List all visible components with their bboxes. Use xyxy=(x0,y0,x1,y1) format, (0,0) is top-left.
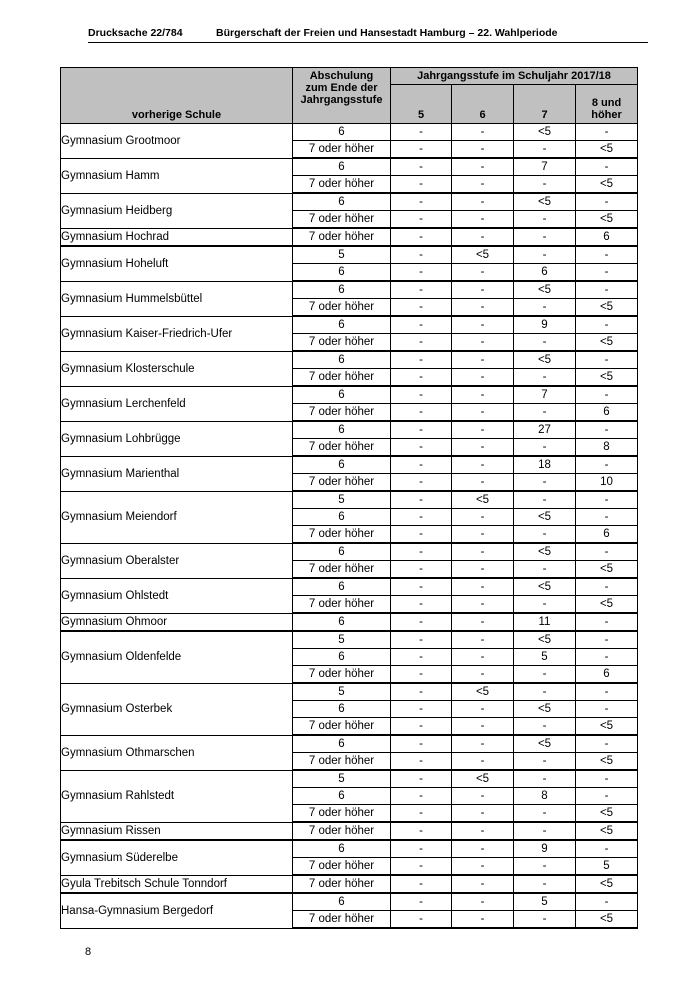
abschulung-cell: 6 xyxy=(293,386,391,404)
value-cell: <5 xyxy=(576,718,638,736)
value-cell: - xyxy=(391,649,452,666)
column-header-grade-6: 6 xyxy=(452,85,514,124)
abschulung-cell: 7 oder höher xyxy=(293,211,391,229)
value-cell: - xyxy=(452,439,514,457)
school-name-cell: Gymnasium Hamm xyxy=(61,158,293,193)
value-cell: - xyxy=(576,770,638,788)
abschulung-cell: 7 oder höher xyxy=(293,805,391,823)
value-cell: - xyxy=(514,666,576,684)
table-row xyxy=(61,316,638,334)
value-cell: - xyxy=(452,281,514,299)
abschulung-cell: 7 oder höher xyxy=(293,822,391,840)
value-cell: - xyxy=(576,613,638,631)
abschulung-cell: 7 oder höher xyxy=(293,369,391,387)
column-header-grade-5: 5 xyxy=(391,85,452,124)
value-cell: - xyxy=(452,893,514,911)
value-cell: - xyxy=(391,281,452,299)
value-cell: - xyxy=(391,893,452,911)
value-cell: 5 xyxy=(514,893,576,911)
value-cell: - xyxy=(391,596,452,614)
school-name-cell: Gymnasium Oldenfelde xyxy=(61,631,293,683)
value-cell: - xyxy=(576,386,638,404)
value-cell: 6 xyxy=(576,228,638,246)
value-cell: - xyxy=(452,474,514,492)
value-cell: <5 xyxy=(576,875,638,893)
value-cell: - xyxy=(391,509,452,526)
value-cell: - xyxy=(452,456,514,474)
abschulung-cell: 5 xyxy=(293,491,391,509)
value-cell: - xyxy=(391,491,452,509)
value-cell: - xyxy=(576,158,638,176)
value-cell: <5 xyxy=(514,281,576,299)
abschulung-cell: 7 oder höher xyxy=(293,666,391,684)
value-cell: <5 xyxy=(514,193,576,211)
table-row xyxy=(61,228,638,246)
school-name-cell: Gymnasium Heidberg xyxy=(61,193,293,228)
value-cell: - xyxy=(391,718,452,736)
abschulung-cell: 7 oder höher xyxy=(293,176,391,194)
value-cell: - xyxy=(452,666,514,684)
value-cell: - xyxy=(514,683,576,701)
value-cell: - xyxy=(391,404,452,422)
value-cell: 8 xyxy=(514,788,576,805)
value-cell: - xyxy=(391,526,452,544)
value-cell: - xyxy=(391,246,452,264)
value-cell: - xyxy=(576,246,638,264)
value-cell: - xyxy=(576,788,638,805)
value-cell: - xyxy=(514,334,576,352)
table-row xyxy=(61,822,638,840)
value-cell: - xyxy=(452,718,514,736)
table-row xyxy=(61,893,638,911)
value-cell: - xyxy=(452,526,514,544)
abschulung-cell: 7 oder höher xyxy=(293,474,391,492)
value-cell: - xyxy=(576,649,638,666)
table-row xyxy=(61,491,638,509)
value-cell: - xyxy=(576,840,638,858)
column-header-grade-7: 7 xyxy=(514,85,576,124)
value-cell: - xyxy=(452,735,514,753)
abschulung-cell: 7 oder höher xyxy=(293,561,391,579)
table-row xyxy=(61,735,638,753)
abschulung-cell: 6 xyxy=(293,613,391,631)
value-cell: <5 xyxy=(576,911,638,929)
abschulung-cell: 7 oder höher xyxy=(293,858,391,876)
value-cell: - xyxy=(576,264,638,282)
value-cell: - xyxy=(452,561,514,579)
value-cell: - xyxy=(576,578,638,596)
value-cell: - xyxy=(452,228,514,246)
value-cell: - xyxy=(514,369,576,387)
abschulung-cell: 6 xyxy=(293,351,391,369)
value-cell: <5 xyxy=(514,351,576,369)
value-cell: <5 xyxy=(576,822,638,840)
value-cell: - xyxy=(576,421,638,439)
school-name-cell: Gymnasium Rahlstedt xyxy=(61,770,293,822)
value-cell: - xyxy=(452,509,514,526)
table-row xyxy=(61,770,638,788)
value-cell: <5 xyxy=(576,141,638,159)
value-cell: - xyxy=(576,281,638,299)
school-name-cell: Gymnasium Rissen xyxy=(61,822,293,840)
abschulung-cell: 7 oder höher xyxy=(293,596,391,614)
value-cell: - xyxy=(576,316,638,334)
abschulung-cell: 6 xyxy=(293,124,391,141)
abschulung-cell: 5 xyxy=(293,631,391,649)
abschulung-cell: 7 oder höher xyxy=(293,299,391,317)
value-cell: - xyxy=(391,561,452,579)
value-cell: <5 xyxy=(576,299,638,317)
value-cell: - xyxy=(452,421,514,439)
value-cell: - xyxy=(391,369,452,387)
value-cell: - xyxy=(514,561,576,579)
value-cell: - xyxy=(514,299,576,317)
value-cell: <5 xyxy=(452,246,514,264)
value-cell: - xyxy=(514,228,576,246)
value-cell: - xyxy=(452,911,514,929)
value-cell: - xyxy=(391,351,452,369)
value-cell: - xyxy=(452,316,514,334)
value-cell: - xyxy=(576,124,638,141)
value-cell: - xyxy=(514,822,576,840)
table-row xyxy=(61,456,638,474)
value-cell: <5 xyxy=(576,805,638,823)
value-cell: - xyxy=(514,805,576,823)
value-cell: - xyxy=(391,299,452,317)
value-cell: - xyxy=(452,822,514,840)
value-cell: - xyxy=(391,211,452,229)
value-cell: <5 xyxy=(514,701,576,718)
value-cell: 18 xyxy=(514,456,576,474)
abschulung-cell: 7 oder höher xyxy=(293,875,391,893)
abschulung-cell: 6 xyxy=(293,893,391,911)
table-row xyxy=(61,386,638,404)
value-cell: 9 xyxy=(514,840,576,858)
school-name-cell: Gymnasium Ohmoor xyxy=(61,613,293,631)
abschulung-line-3: Jahrgangsstufe xyxy=(300,94,383,106)
abschulung-cell: 6 xyxy=(293,543,391,561)
value-cell: <5 xyxy=(514,509,576,526)
value-cell: - xyxy=(452,858,514,876)
value-cell: - xyxy=(452,404,514,422)
value-cell: - xyxy=(514,246,576,264)
value-cell: - xyxy=(391,770,452,788)
value-cell: - xyxy=(391,805,452,823)
value-cell: - xyxy=(452,334,514,352)
value-cell: - xyxy=(576,683,638,701)
school-name-cell: Gymnasium Meiendorf xyxy=(61,491,293,543)
abschulung-cell: 7 oder höher xyxy=(293,526,391,544)
school-name-cell: Gymnasium Kaiser-Friedrich-Ufer xyxy=(61,316,293,351)
value-cell: - xyxy=(391,193,452,211)
abschulung-cell: 7 oder höher xyxy=(293,753,391,771)
school-name-cell: Gymnasium Lohbrügge xyxy=(61,421,293,456)
table-row xyxy=(61,578,638,596)
value-cell: - xyxy=(576,491,638,509)
school-name-cell: Gymnasium Othmarschen xyxy=(61,735,293,770)
abschulung-cell: 6 xyxy=(293,578,391,596)
value-cell: - xyxy=(391,666,452,684)
school-name-cell: Gyula Trebitsch Schule Tonndorf xyxy=(61,875,293,893)
value-cell: - xyxy=(576,543,638,561)
value-cell: 7 xyxy=(514,386,576,404)
value-cell: - xyxy=(514,141,576,159)
school-name-cell: Gymnasium Osterbek xyxy=(61,683,293,735)
value-cell: - xyxy=(391,334,452,352)
value-cell: - xyxy=(452,386,514,404)
abschulung-cell: 6 xyxy=(293,193,391,211)
value-cell: - xyxy=(391,474,452,492)
value-cell: - xyxy=(391,578,452,596)
abschulung-cell: 6 xyxy=(293,649,391,666)
value-cell: - xyxy=(452,158,514,176)
value-cell: 6 xyxy=(514,264,576,282)
value-cell: - xyxy=(514,474,576,492)
column-header-school: vorherige Schule xyxy=(61,68,293,124)
value-cell: - xyxy=(452,578,514,596)
value-cell: - xyxy=(452,875,514,893)
school-name-cell: Gymnasium Hochrad xyxy=(61,228,293,246)
value-cell: - xyxy=(514,439,576,457)
table-row xyxy=(61,281,638,299)
value-cell: - xyxy=(514,753,576,771)
data-table xyxy=(60,67,638,929)
column-header-abschulung xyxy=(293,68,391,124)
page-number: 8 xyxy=(85,946,92,958)
value-cell: - xyxy=(391,421,452,439)
school-name-cell: Gymnasium Marienthal xyxy=(61,456,293,491)
value-cell: - xyxy=(391,456,452,474)
value-cell: 5 xyxy=(514,649,576,666)
abschulung-cell: 7 oder höher xyxy=(293,718,391,736)
value-cell: 6 xyxy=(576,404,638,422)
school-name-cell: Hansa-Gymnasium Bergedorf xyxy=(61,893,293,928)
school-name-cell: Gymnasium Hoheluft xyxy=(61,246,293,281)
value-cell: <5 xyxy=(514,124,576,141)
value-cell: - xyxy=(391,840,452,858)
abschulung-cell: 6 xyxy=(293,316,391,334)
value-cell: 9 xyxy=(514,316,576,334)
value-cell: - xyxy=(514,858,576,876)
value-cell: <5 xyxy=(452,770,514,788)
value-cell: - xyxy=(514,596,576,614)
value-cell: - xyxy=(391,631,452,649)
abschulung-cell: 7 oder höher xyxy=(293,404,391,422)
value-cell: - xyxy=(452,193,514,211)
doc-title: Bürgerschaft der Freien und Hansestadt Hamburg – 22. Wahlperiode xyxy=(216,27,558,39)
value-cell: - xyxy=(391,858,452,876)
value-cell: <5 xyxy=(514,543,576,561)
value-cell: - xyxy=(391,439,452,457)
value-cell: - xyxy=(452,840,514,858)
value-cell: - xyxy=(452,141,514,159)
value-cell: <5 xyxy=(514,578,576,596)
value-cell: - xyxy=(391,176,452,194)
value-cell: 27 xyxy=(514,421,576,439)
value-cell: - xyxy=(391,701,452,718)
abschulung-cell: 5 xyxy=(293,770,391,788)
value-cell: - xyxy=(391,875,452,893)
value-cell: - xyxy=(514,404,576,422)
abschulung-cell: 7 oder höher xyxy=(293,911,391,929)
value-cell: - xyxy=(452,543,514,561)
school-name-cell: Gymnasium Hummelsbüttel xyxy=(61,281,293,316)
abschulung-cell: 6 xyxy=(293,456,391,474)
table-body xyxy=(61,124,638,929)
abschulung-cell: 7 oder höher xyxy=(293,439,391,457)
value-cell: <5 xyxy=(576,369,638,387)
value-cell: - xyxy=(576,893,638,911)
column-header-grade-8-plus: 8 und höher xyxy=(576,85,638,124)
value-cell: - xyxy=(452,613,514,631)
page-header xyxy=(88,27,648,43)
value-cell: - xyxy=(452,264,514,282)
table-row xyxy=(61,875,638,893)
school-name-cell: Gymnasium Ohlstedt xyxy=(61,578,293,613)
value-cell: - xyxy=(452,805,514,823)
value-cell: - xyxy=(452,211,514,229)
abschulung-cell: 7 oder höher xyxy=(293,141,391,159)
value-cell: - xyxy=(576,193,638,211)
table-row xyxy=(61,421,638,439)
value-cell: - xyxy=(452,299,514,317)
abschulung-line-1: Abschulung xyxy=(309,70,374,82)
value-cell: 7 xyxy=(514,158,576,176)
table-row xyxy=(61,124,638,141)
table-row xyxy=(61,246,638,264)
abschulung-cell: 6 xyxy=(293,158,391,176)
school-name-cell: Gymnasium Grootmoor xyxy=(61,124,293,159)
value-cell: - xyxy=(514,875,576,893)
value-cell: <5 xyxy=(576,211,638,229)
table-row xyxy=(61,683,638,701)
value-cell: - xyxy=(452,701,514,718)
value-cell: 6 xyxy=(576,526,638,544)
table-row xyxy=(61,613,638,631)
table-row xyxy=(61,193,638,211)
value-cell: - xyxy=(391,264,452,282)
value-cell: - xyxy=(391,543,452,561)
value-cell: - xyxy=(452,176,514,194)
value-cell: <5 xyxy=(576,753,638,771)
abschulung-cell: 6 xyxy=(293,840,391,858)
value-cell: - xyxy=(452,631,514,649)
value-cell: - xyxy=(576,735,638,753)
value-cell: - xyxy=(391,788,452,805)
column-header-jahrgangsstufe: Jahrgangsstufe im Schuljahr 2017/18 xyxy=(391,68,638,85)
value-cell: - xyxy=(576,701,638,718)
school-name-cell: Gymnasium Oberalster xyxy=(61,543,293,578)
value-cell: - xyxy=(391,141,452,159)
school-name-cell: Gymnasium Lerchenfeld xyxy=(61,386,293,421)
value-cell: 11 xyxy=(514,613,576,631)
value-cell: - xyxy=(514,176,576,194)
abschulung-cell: 7 oder höher xyxy=(293,334,391,352)
abschulung-cell: 6 xyxy=(293,264,391,282)
value-cell: 5 xyxy=(576,858,638,876)
value-cell: - xyxy=(452,788,514,805)
value-cell: - xyxy=(391,613,452,631)
value-cell: - xyxy=(391,228,452,246)
value-cell: <5 xyxy=(452,491,514,509)
value-cell: - xyxy=(452,124,514,141)
value-cell: - xyxy=(452,649,514,666)
value-cell: - xyxy=(391,735,452,753)
value-cell: - xyxy=(452,351,514,369)
value-cell: - xyxy=(514,526,576,544)
abschulung-cell: 6 xyxy=(293,735,391,753)
value-cell: <5 xyxy=(452,683,514,701)
value-cell: - xyxy=(391,386,452,404)
school-name-cell: Gymnasium Süderelbe xyxy=(61,840,293,875)
value-cell: - xyxy=(514,491,576,509)
value-cell: <5 xyxy=(576,596,638,614)
abschulung-cell: 6 xyxy=(293,701,391,718)
value-cell: - xyxy=(452,753,514,771)
value-cell: 8 xyxy=(576,439,638,457)
value-cell: <5 xyxy=(576,334,638,352)
abschulung-cell: 6 xyxy=(293,509,391,526)
value-cell: - xyxy=(514,211,576,229)
school-name-cell: Gymnasium Klosterschule xyxy=(61,351,293,386)
abschulung-cell: 5 xyxy=(293,246,391,264)
value-cell: - xyxy=(391,124,452,141)
table-row xyxy=(61,840,638,858)
value-cell: - xyxy=(576,351,638,369)
value-cell: - xyxy=(576,509,638,526)
value-cell: 10 xyxy=(576,474,638,492)
value-cell: - xyxy=(514,770,576,788)
abschulung-cell: 6 xyxy=(293,281,391,299)
abschulung-cell: 6 xyxy=(293,421,391,439)
table-row xyxy=(61,543,638,561)
value-cell: 6 xyxy=(576,666,638,684)
abschulung-cell: 7 oder höher xyxy=(293,228,391,246)
value-cell: - xyxy=(576,456,638,474)
value-cell: - xyxy=(452,369,514,387)
value-cell: - xyxy=(391,911,452,929)
value-cell: - xyxy=(391,753,452,771)
value-cell: - xyxy=(452,596,514,614)
value-cell: <5 xyxy=(514,735,576,753)
table-row xyxy=(61,631,638,649)
doc-number: Drucksache 22/784 xyxy=(88,27,183,39)
value-cell: - xyxy=(391,822,452,840)
abschulung-cell: 5 xyxy=(293,683,391,701)
value-cell: - xyxy=(391,316,452,334)
value-cell: <5 xyxy=(576,176,638,194)
table-row xyxy=(61,351,638,369)
value-cell: <5 xyxy=(576,561,638,579)
value-cell: <5 xyxy=(514,631,576,649)
value-cell: - xyxy=(391,683,452,701)
value-cell: - xyxy=(514,718,576,736)
table-row xyxy=(61,158,638,176)
value-cell: - xyxy=(391,158,452,176)
value-cell: - xyxy=(514,911,576,929)
value-cell: - xyxy=(576,631,638,649)
abschulung-line-2: zum Ende der xyxy=(305,82,378,94)
abschulung-cell: 6 xyxy=(293,788,391,805)
